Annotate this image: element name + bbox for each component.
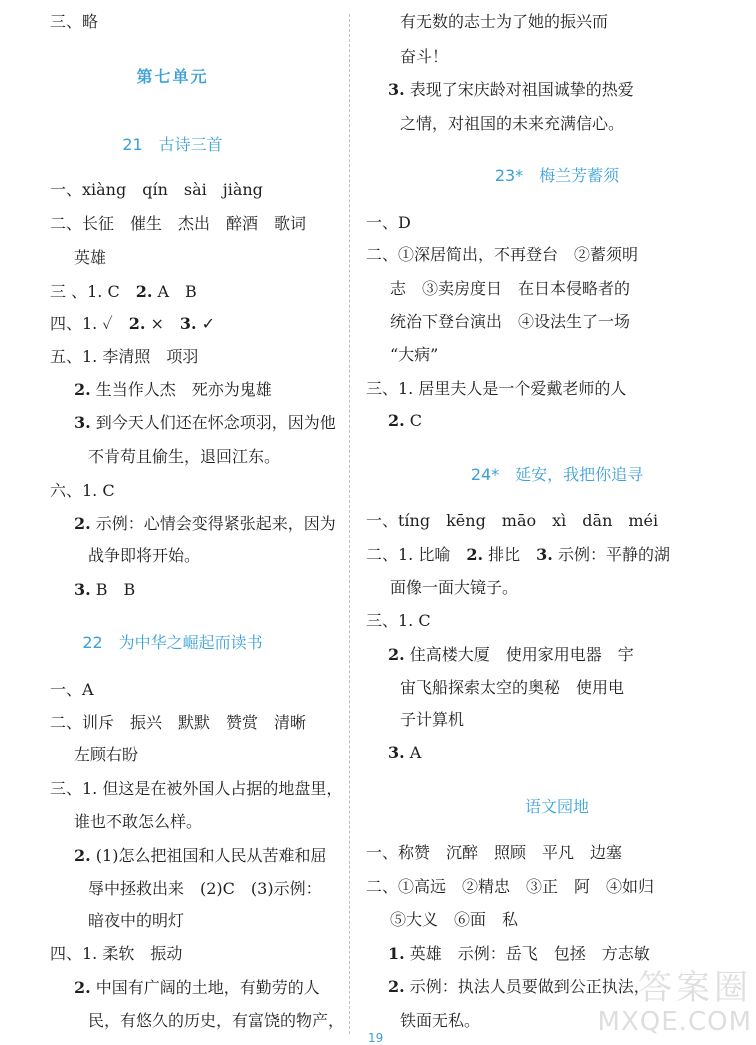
answer-text: 生当作人杰 死亦为鬼雄 xyxy=(90,380,272,399)
answer-line xyxy=(74,580,135,600)
answer-text: 示例：平静的湖 xyxy=(552,545,670,564)
item-label: 六、1. xyxy=(50,481,98,500)
answer-line: 宙飞船探索太空的奥秘 使用电 xyxy=(400,678,625,697)
answer-line xyxy=(74,846,326,866)
answer-text: C xyxy=(413,611,431,630)
answer-line xyxy=(388,743,421,763)
answer-line xyxy=(50,347,198,367)
answer-line: 二、长征 催生 杰出 醉酒 歌词 xyxy=(50,214,307,233)
item-label: 2. xyxy=(74,514,91,533)
answer-text: 示例：心情会变得紧张起来，因为 xyxy=(90,514,336,533)
item-label: 三、1. xyxy=(366,611,414,630)
answer-line: 统治下登台演出 ④设法生了一场 xyxy=(390,312,631,331)
answer-text: C xyxy=(404,411,423,430)
lesson-23-title: 23* 梅兰芳蓄须 xyxy=(494,166,620,185)
answer-line: 英雄 xyxy=(74,248,107,267)
item-label: 3. xyxy=(74,413,91,432)
answer-line xyxy=(74,514,336,534)
answer-line xyxy=(366,379,626,399)
answer-text: 柔软 振动 xyxy=(97,944,183,963)
item-label: 2. xyxy=(388,645,405,664)
answer-line xyxy=(366,545,670,565)
watermark-url: MXQE.COM xyxy=(597,1007,752,1037)
answer-line: 有无数的志士为了她的振兴而 xyxy=(400,12,609,31)
answer-line: 暗夜中的明灯 xyxy=(88,911,185,930)
answer-line xyxy=(50,282,197,302)
item-label: 1. xyxy=(388,944,405,963)
watermark-logo-text: 答案圈 xyxy=(638,968,752,1008)
answer-text: 比喻 xyxy=(413,545,467,564)
item-label: 3. xyxy=(74,580,91,599)
answer-text: C xyxy=(97,481,115,500)
answer-line: 二、训斥 振兴 默默 赞赏 清晰 xyxy=(50,713,307,732)
answer-line: 一、A xyxy=(50,680,94,699)
answer-line: 左顾右盼 xyxy=(74,745,139,764)
column-divider xyxy=(349,14,350,1034)
answer-line: 一、xiàng qín sài jiàng xyxy=(50,180,263,199)
answer-text: 李清照 项羽 xyxy=(97,347,199,366)
item-label: 三 、1. xyxy=(50,282,103,301)
answer-line: 二、①高远 ②精忠 ③正 阿 ④如归 xyxy=(366,877,655,896)
answer-line: 之情，对祖国的未来充满信心。 xyxy=(400,114,625,133)
answer-text: 居里夫人是一个爱戴老师的人 xyxy=(413,379,627,398)
answer-line: 二、①深居简出，不再登台 ②蓄须明 xyxy=(366,245,639,264)
item-label: 2. xyxy=(466,545,484,564)
answer-line xyxy=(50,314,215,334)
answer-text: (1)怎么把祖国和人民从苦难和屈 xyxy=(90,846,327,865)
answer-text: 但这是在被外国人占据的地盘里， xyxy=(97,779,343,798)
answer-text: 英雄 示例：岳飞 包拯 方志敏 xyxy=(404,944,650,963)
answer-text: A xyxy=(404,743,422,762)
answer-line: “大病” xyxy=(390,345,439,364)
check-icon: ✓ xyxy=(196,314,216,333)
answer-text: 排比 xyxy=(483,545,537,564)
item-label: 3. xyxy=(179,314,197,333)
answer-line: 志 ③卖房度日 在日本侵略者的 xyxy=(390,279,631,298)
lesson-24-title: 24* 延安，我把你追寻 xyxy=(470,465,644,484)
answer-line xyxy=(74,978,320,998)
answer-text: C xyxy=(102,282,136,301)
check-icon: ✓ xyxy=(97,314,129,333)
lesson-22-title: 22 为中华之崛起而读书 xyxy=(82,633,263,652)
item-label: 四、1. xyxy=(50,944,98,963)
item-label: 三、1. xyxy=(366,379,414,398)
answer-line: 谁也不敢怎么样。 xyxy=(74,812,203,831)
answer-text: B B xyxy=(90,580,136,599)
item-label: 2. xyxy=(74,846,91,865)
lesson-21-title: 21 古诗三首 xyxy=(122,135,223,154)
item-label: 3. xyxy=(388,743,405,762)
answer-line xyxy=(388,411,422,431)
item-label: 四、1. xyxy=(50,314,98,333)
item-label: 2. xyxy=(74,380,91,399)
answer-line: 一、D xyxy=(366,213,411,232)
answer-line xyxy=(388,944,650,964)
item-label: 2. xyxy=(388,411,405,430)
answer-text: 住高楼大厦 使用家用电器 宇 xyxy=(404,645,634,664)
item-label: 2. xyxy=(135,282,153,301)
answer-line xyxy=(74,413,336,433)
watermark xyxy=(598,968,752,1036)
item-label: 2. xyxy=(128,314,146,333)
garden-title: 语文园地 xyxy=(524,797,589,816)
answer-line: 一、tíng kēng māo xì dān méi xyxy=(366,511,659,530)
unit-title: 第七单元 xyxy=(136,67,209,86)
answer-line: 铁面无私。 xyxy=(400,1011,481,1030)
item-label: 五、1. xyxy=(50,347,98,366)
answer-line: 辱中拯救出来 (2)C (3)示例： xyxy=(88,879,322,898)
answer-line xyxy=(388,80,634,100)
answer-line xyxy=(366,611,431,631)
answer-line xyxy=(50,944,182,964)
item-label: 2. xyxy=(74,978,91,997)
cross-icon: × xyxy=(145,314,180,333)
item-label: 2. xyxy=(388,977,405,996)
answer-line: 面像一面大镜子。 xyxy=(390,578,519,597)
answer-line: 战争即将开始。 xyxy=(88,546,201,565)
answer-line: 子计算机 xyxy=(400,710,465,729)
answer-line xyxy=(388,645,634,665)
answer-line xyxy=(74,380,272,400)
answer-text: 中国有广阔的土地，有勤劳的人 xyxy=(90,978,320,997)
answer-line xyxy=(50,481,115,501)
answer-line: 不肯苟且偷生，退回江东。 xyxy=(88,447,281,466)
item-label: 3. xyxy=(536,545,553,564)
answer-text: 到今天人们还在怀念项羽，因为他 xyxy=(90,413,336,432)
answer-line: 民，有悠久的历史，有富饶的物产， xyxy=(88,1011,345,1030)
item-label: 二、1. xyxy=(366,545,414,564)
page-number: 19 xyxy=(368,1031,384,1045)
answer-line xyxy=(50,779,342,799)
answer-text: 表现了宋庆龄对祖国诚挚的热爱 xyxy=(404,80,634,99)
answer-line: 一、称赞 沉醉 照顾 平凡 边塞 xyxy=(366,843,623,862)
item-label: 3. xyxy=(388,80,405,99)
answer-text: A B xyxy=(152,282,197,301)
answer-line: 奋斗！ xyxy=(400,47,449,66)
answer-line: 三、略 xyxy=(50,12,99,31)
item-label: 三、1. xyxy=(50,779,98,798)
answer-line: ⑤大义 ⑥面 私 xyxy=(390,910,519,929)
answer-text: 示例：执法人员要做到公正执法， xyxy=(404,977,650,996)
